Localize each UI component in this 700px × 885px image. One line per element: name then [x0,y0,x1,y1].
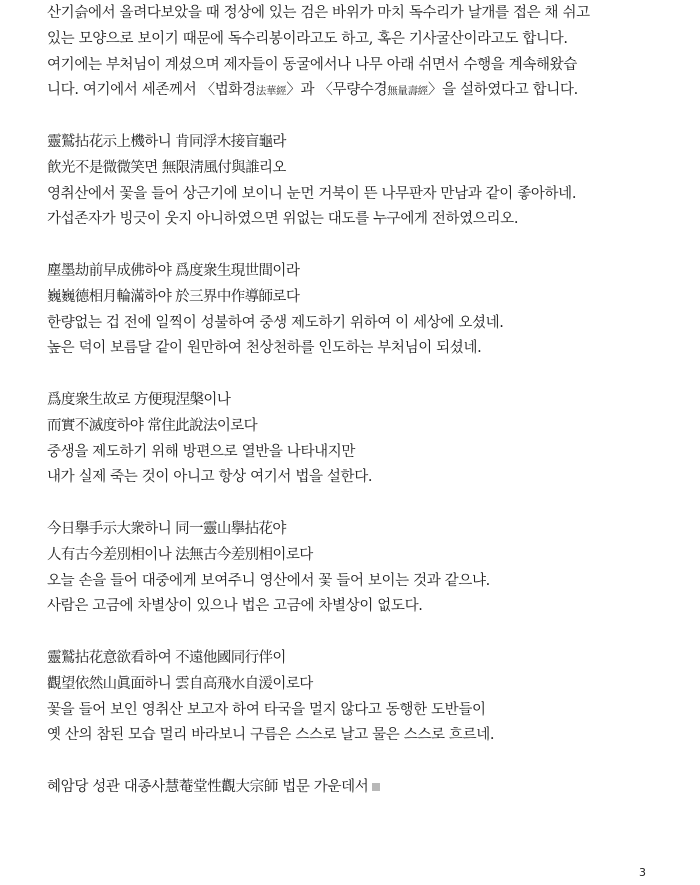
stanza-gap [47,104,667,130]
intro-line-4-text-c: 〉과 〈무량수경 [286,82,388,99]
lotus-sutra-hanja: 法華經 [255,85,287,98]
verse-stanza-3 [47,388,667,491]
source-attribution [47,775,667,801]
verse-korean-line: 사람은 고금에 차별상이 있으나 법은 고금에 차별상이 없도다. [47,598,423,615]
verse-hanja-line: 飮光不是微微笑면 無限淸風付與誰리오 [47,159,286,176]
verse-hanja-line: 而實不滅度하야 常住此說法이로다 [47,417,258,434]
verse-korean-line: 영취산에서 꽃을 들어 상근기에 보이니 눈먼 거북이 뜬 나무판자 만남과 같이 좋아하네. [47,185,577,202]
verse-hanja-line: 巍巍德相月輪滿하야 於三界中作導師로다 [47,288,300,305]
intro-line-4-text-e: 〉을 설하였다고 합니다. [428,82,578,99]
verse-korean-line: 꽃을 들어 보인 영취산 보고자 하여 타국을 멀지 않다고 동행한 도반들이 [47,701,486,718]
stanza-gap [47,362,667,388]
verse-stanza-4 [47,517,667,620]
stanza-gap [47,491,667,517]
verse-hanja-line: 靈鷲拈花意欲看하여 不遠他國同行伴이 [47,649,286,666]
verse-korean-line: 내가 실제 죽는 것이 아니고 항상 여기서 법을 설한다. [47,469,373,486]
verse-korean-line: 높은 덕이 보름달 같이 원만하여 천상천하를 인도하는 부처님이 되셨네. [47,340,482,357]
verse-hanja-line: 靈鷲拈花示上機하니 肯同浮木接盲龜라 [47,133,286,150]
verse-hanja-line: 觀望依然山眞面하니 雲自高飛水自湲이로다 [47,675,313,692]
intro-line-3: 여기에는 부처님이 계셨으며 제자들이 동굴에서나 나무 아래 쉬면서 수행을 계속해왔습 [47,56,577,73]
verse-hanja-line: 塵墨劫前早成佛하야 爲度衆生現世間이라 [47,262,300,279]
source-attribution-text: 혜암당 성관 대종사慧菴堂性觀大宗師 법문 가운데서 [47,778,369,795]
verse-korean-line: 옛 산의 참된 모습 멀리 바라보니 구름은 스스로 날고 물은 스스로 흐르네. [47,727,495,744]
verse-hanja-line: 人有古今差別相이나 法無古今差別相이로다 [47,546,313,563]
document-body [47,1,667,801]
verse-korean-line: 가섭존자가 빙긋이 웃지 아니하였으면 위없는 대도를 누구에게 전하였으리오. [47,211,519,228]
page-number: 3 [639,866,646,879]
end-square-icon [372,783,380,791]
verse-hanja-line: 爲度衆生故로 方便現涅槃이나 [47,391,231,408]
verse-stanza-1 [47,130,667,233]
verse-hanja-line: 今日擧手示大衆하니 同一靈山擧拈花야 [47,520,286,537]
stanza-gap [47,620,667,646]
amitabha-sutra-hanja: 無量壽經 [387,85,428,98]
verse-stanza-5 [47,646,667,749]
stanza-gap [47,233,667,259]
intro-line-4 [47,78,667,104]
verse-korean-line: 중생을 제도하기 위해 방편으로 열반을 나타내지만 [47,443,356,460]
intro-line-4-text-a: 니다. 여기에서 세존께서 〈법화경 [47,82,256,99]
stanza-gap [47,749,667,775]
verse-korean-line: 한량없는 겁 전에 일찍이 성불하여 중생 제도하기 위하여 이 세상에 오셨네. [47,314,504,331]
intro-line-2: 있는 모양으로 보이기 때문에 독수리봉이라고도 하고, 혹은 기사굴산이라고도 합니다. [47,30,568,47]
verse-stanza-2 [47,259,667,362]
intro-paragraph [47,1,667,104]
intro-line-1: 산기슭에서 올려다보았을 때 정상에 있는 검은 바위가 마치 독수리가 날개를 접은 채 쉬고 [47,5,590,21]
verse-korean-line: 오늘 손을 들어 대중에게 보여주니 영산에서 꽃 들어 보이는 것과 같으냐. [47,572,490,589]
